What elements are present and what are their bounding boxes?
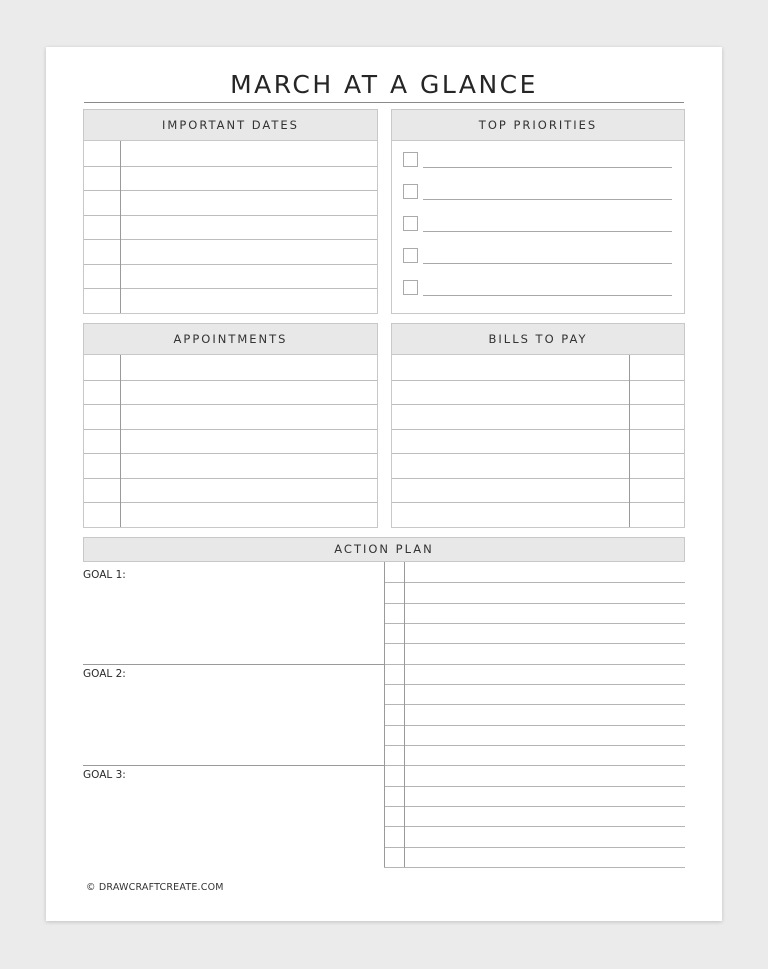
goal-2-label: GOAL 2: [83,668,126,680]
action-plan-line [384,664,685,665]
priority-line [423,199,672,200]
action-plan-line [384,704,685,705]
table-row-line [84,502,377,503]
table-row-line [84,380,377,381]
top-priorities-header: TOP PRIORITIES [392,110,684,141]
table-row-line [84,166,377,167]
priority-checkbox[interactable] [403,184,418,199]
table-row-line [84,288,377,289]
action-plan-line [384,725,685,726]
page-title: MARCH AT A GLANCE [230,70,538,99]
important-dates-box [83,109,378,314]
action-plan-column-line [404,562,405,867]
action-plan-column-line [384,562,385,867]
copyright-footer: © DRAWCRAFTCREATE.COM [86,882,224,893]
priority-checkbox[interactable] [403,248,418,263]
action-plan-line [384,582,685,583]
table-row-line [392,453,684,454]
action-plan-line [384,623,685,624]
goal-1-label: GOAL 1: [83,569,126,581]
action-plan-line [384,847,685,848]
priority-line [423,167,672,168]
bills-to-pay-box [391,323,685,528]
action-plan-line [384,684,685,685]
action-plan-header: ACTION PLAN [83,537,685,562]
table-column-line [120,141,121,313]
table-row-line [84,190,377,191]
table-row-line [84,215,377,216]
action-plan-line [384,745,685,746]
action-plan-line [384,826,685,827]
action-plan-line [384,765,685,766]
goal-separator [83,765,384,766]
table-column-line [120,355,121,527]
table-row-line [392,478,684,479]
priority-line [423,263,672,264]
table-row-line [392,502,684,503]
table-row-line [84,478,377,479]
action-plan-line [384,603,685,604]
table-column-line [629,355,630,527]
appointments-box [83,323,378,528]
title-rule [84,102,684,103]
planner-page [46,47,722,921]
goal-separator [83,664,384,665]
table-row-line [392,380,684,381]
priority-line [423,295,672,296]
table-row-line [84,404,377,405]
priority-line [423,231,672,232]
bills-to-pay-header: BILLS TO PAY [392,324,684,355]
action-plan-line [384,643,685,644]
important-dates-header: IMPORTANT DATES [84,110,377,141]
appointments-header: APPOINTMENTS [84,324,377,355]
goal-3-label: GOAL 3: [83,769,126,781]
priority-checkbox[interactable] [403,152,418,167]
action-plan-line [384,867,685,868]
table-row-line [84,264,377,265]
priority-checkbox[interactable] [403,280,418,295]
table-row-line [84,429,377,430]
priority-checkbox[interactable] [403,216,418,231]
table-row-line [84,239,377,240]
top-priorities-box [391,109,685,314]
table-row-line [392,429,684,430]
table-row-line [84,453,377,454]
action-plan-line [384,786,685,787]
action-plan-line [384,806,685,807]
table-row-line [392,404,684,405]
